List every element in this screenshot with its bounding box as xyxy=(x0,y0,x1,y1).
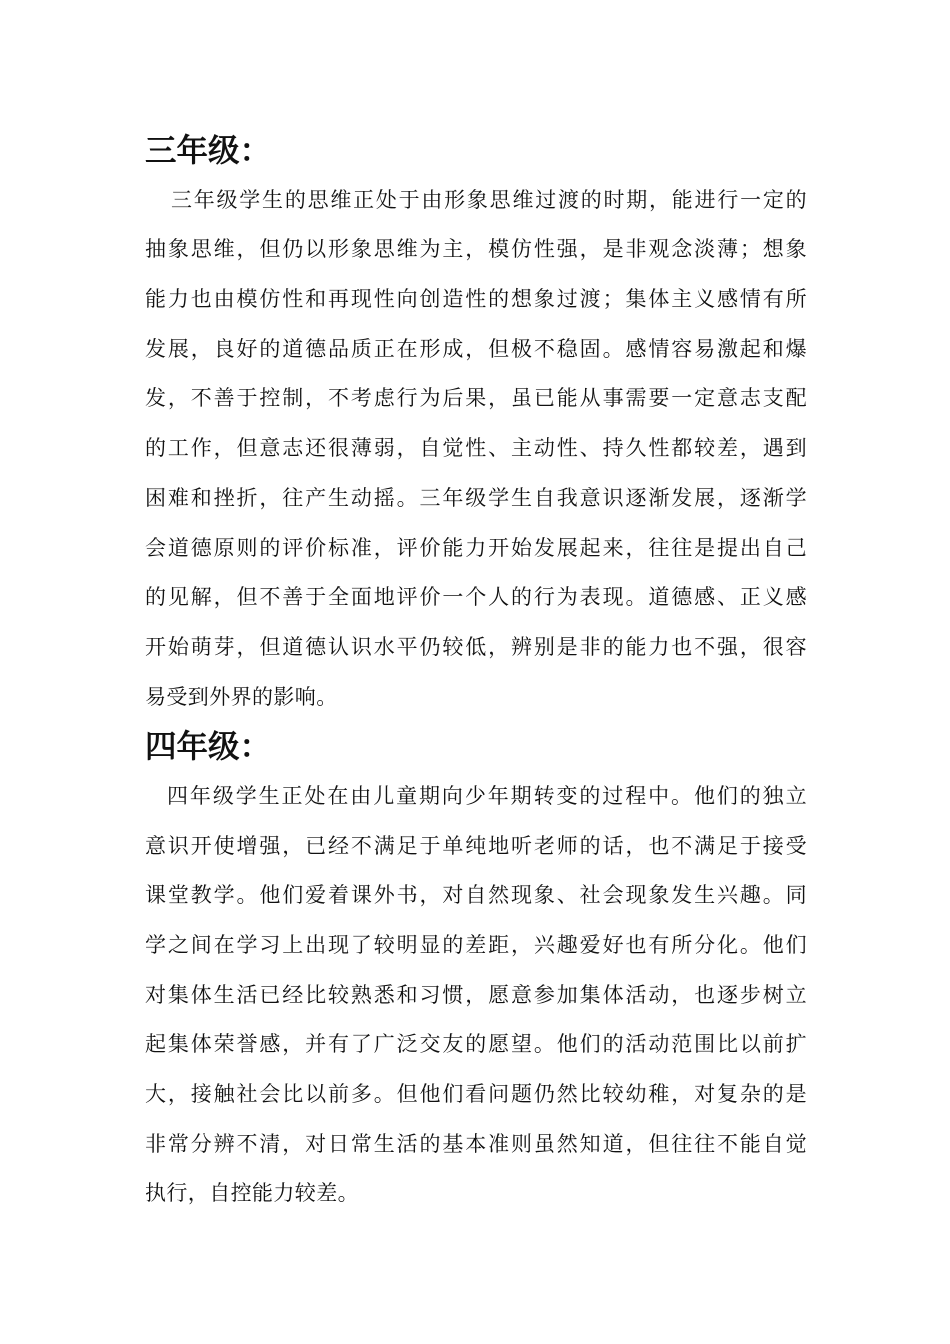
paragraph-line: 的见解，但不善于全面地评价一个人的行为表现。道德感、正义感 xyxy=(145,585,807,610)
paragraph-line: 发展，良好的道德品质正在形成，但极不稳固。感情容易激起和爆 xyxy=(145,336,807,361)
paragraph-line: 易受到外界的影响。 xyxy=(145,684,338,709)
paragraph-line: 抽象思维，但仍以形象思维为主，模仿性强，是非观念淡薄；想象 xyxy=(145,237,807,262)
paragraph-line: 困难和挫折，往产生动摇。三年级学生自我意识逐渐发展，逐渐学 xyxy=(145,485,807,510)
section-paragraph-grade3 xyxy=(145,176,807,723)
paragraph-line: 会道德原则的评价标准，评价能力开始发展起来，往往是提出自己 xyxy=(145,535,807,560)
paragraph-line: 开始萌芽，但道德认识水平仍较低，辨别是非的能力也不强，很容 xyxy=(145,634,807,659)
paragraph-line: 发，不善于控制，不考虑行为后果，虽已能从事需要一定意志支配 xyxy=(145,386,807,411)
paragraph-line: 对集体生活已经比较熟悉和习惯，愿意参加集体活动，也逐步树立 xyxy=(145,982,807,1007)
paragraph-line: 意识开使增强，已经不满足于单纯地听老师的话，也不满足于接受 xyxy=(145,833,807,858)
paragraph-line: 起集体荣誉感，并有了广泛交友的愿望。他们的活动范围比以前扩 xyxy=(145,1032,807,1057)
paragraph-line: 四年级学生正处在由儿童期向少年期转变的过程中。他们的独立 xyxy=(167,783,807,808)
paragraph-line: 大，接触社会比以前多。但他们看问题仍然比较幼稚，对复杂的是 xyxy=(145,1082,807,1107)
section-heading-grade3: 三年级： xyxy=(145,132,272,169)
document-body xyxy=(145,126,807,1219)
paragraph-line: 执行，自控能力较差。 xyxy=(145,1181,359,1206)
section-heading-grade4: 四年级： xyxy=(145,728,272,766)
paragraph-line: 三年级学生的思维正处于由形象思维过渡的时期，能进行一定的 xyxy=(171,187,807,212)
paragraph-line: 的工作，但意志还很薄弱，自觉性、主动性、持久性都较差，遇到 xyxy=(145,436,807,461)
paragraph-line: 学之间在学习上出现了较明显的差距，兴趣爱好也有所分化。他们 xyxy=(145,933,807,957)
section-paragraph-grade4 xyxy=(145,772,807,1219)
paragraph-line: 能力也由模仿性和再现性向创造性的想象过渡；集体主义感情有所 xyxy=(145,287,807,312)
paragraph-line: 课堂教学。他们爱着课外书，对自然现象、社会现象发生兴趣。同 xyxy=(145,883,807,908)
paragraph-line: 非常分辨不清，对日常生活的基本准则虽然知道，但往往不能自觉 xyxy=(145,1131,807,1156)
